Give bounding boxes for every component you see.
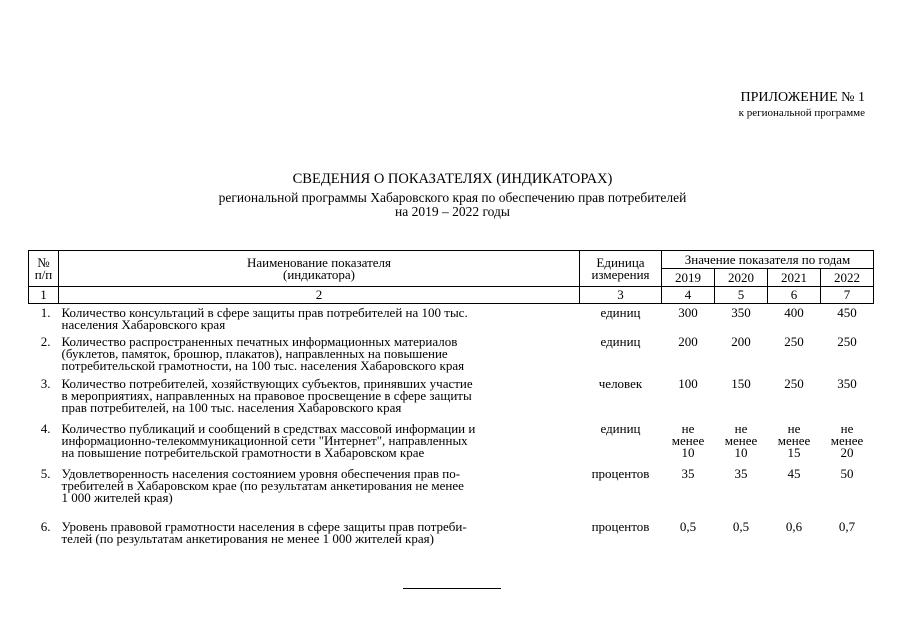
value-2021: 250: [784, 334, 804, 349]
value-2019: 0,5: [679, 519, 697, 534]
appendix-subtitle: к региональной программе: [738, 107, 865, 119]
indicator-unit: процентов: [591, 466, 650, 481]
indicator-unit: единиц: [600, 334, 641, 349]
indicator-name-line: информационно-телекоммуникационной сети "Интернет", направленных: [61, 433, 468, 448]
indicator-name-line: в мероприятиях, направленных на правовое просвещение в сфере защиты: [61, 388, 472, 403]
column-number: 2: [59, 287, 580, 304]
table-row: [29, 465, 874, 518]
value-2022: [821, 420, 874, 465]
indicator-name-line: (буклетов, памяток, брошюр, плакатов), направленных на повышение: [61, 346, 448, 361]
value-2019: 300: [678, 305, 698, 320]
value-line: не: [734, 421, 748, 436]
value-line: 10: [681, 445, 695, 460]
indicator-name: [59, 333, 580, 375]
header-values-group: Значение показателя по годам: [662, 251, 874, 269]
appendix-block: [739, 90, 865, 120]
indicator-name: [59, 518, 580, 549]
value-2021: 45: [787, 466, 801, 481]
indicator-name: [59, 375, 580, 420]
column-number: 6: [768, 287, 821, 304]
value-2019: 200: [678, 334, 698, 349]
value-2022: 450: [837, 305, 857, 320]
indicator-name: [59, 465, 580, 518]
indicator-name-line: на повышение потребительской грамотности в Хабаровском крае: [61, 445, 425, 460]
row-number: 6.: [40, 519, 51, 534]
indicator-unit: человек: [598, 376, 643, 391]
value-line: менее: [671, 433, 705, 448]
column-numbers-row: [29, 287, 874, 304]
indicator-name-line: 1 000 жителей края): [61, 490, 173, 505]
column-number: 4: [662, 287, 715, 304]
indicator-name-line: Уровень правовой грамотности населения в сфере защиты прав потреби-: [61, 519, 467, 534]
row-number: 2.: [40, 334, 51, 349]
value-line: не: [787, 421, 801, 436]
value-line: менее: [724, 433, 758, 448]
indicator-unit: единиц: [600, 421, 641, 436]
table-row: [29, 420, 874, 465]
column-number: 3: [580, 287, 662, 304]
header-unit-line1: Единица: [596, 254, 645, 270]
document-heading: [0, 170, 905, 219]
indicator-name: [59, 420, 580, 465]
table-row: [29, 375, 874, 420]
indicators-table: [28, 250, 874, 549]
indicator-name-line: прав потребителей, на 100 тыс. населения Хабаровского края: [61, 400, 402, 415]
indicator-unit: процентов: [591, 519, 650, 534]
column-number: 5: [715, 287, 768, 304]
value-2019: 100: [678, 376, 698, 391]
indicator-name-line: телей (по результатам анкетирования не менее 1 000 жителей края): [61, 531, 434, 546]
header-year: 2019: [662, 269, 715, 287]
header-year: 2020: [715, 269, 768, 287]
header-num-line2: п/п: [34, 266, 53, 282]
indicator-name-line: Количество распространенных печатных информационных материалов: [61, 334, 458, 349]
header-year: 2022: [821, 269, 874, 287]
value-2022: 350: [837, 376, 857, 391]
value-2020: 0,5: [732, 519, 750, 534]
value-2020: 200: [731, 334, 751, 349]
indicator-name-line: Количество потребителей, хозяйствующих субъектов, принявших участие: [61, 376, 473, 391]
value-2022: 250: [837, 334, 857, 349]
header-name-line2: (индикатора): [283, 266, 355, 282]
value-line: не: [840, 421, 854, 436]
document-period-line: на 2019 – 2022 годы: [395, 204, 510, 219]
column-number: 7: [821, 287, 874, 304]
header-unit-line2: измерения: [591, 266, 650, 282]
value-2021: 0,6: [785, 519, 803, 534]
row-number: 3.: [40, 376, 51, 391]
header-num-line1: №: [37, 254, 50, 270]
value-2020: 35: [734, 466, 748, 481]
value-2022: 0,7: [838, 519, 856, 534]
column-number: 1: [29, 287, 59, 304]
row-number: 5.: [40, 466, 51, 481]
value-line: 15: [787, 445, 801, 460]
value-2020: 350: [731, 305, 751, 320]
value-line: 10: [734, 445, 748, 460]
header-name: [59, 251, 580, 287]
value-2019: [662, 420, 715, 465]
table-row: [29, 333, 874, 375]
indicator-name-line: Количество консультаций в сфере защиты прав потребителей на 100 тыс.: [61, 305, 468, 320]
indicator-name-line: населения Хабаровского края: [61, 317, 226, 332]
appendix-title: ПРИЛОЖЕНИЕ № 1: [740, 90, 865, 105]
value-2021: 400: [784, 305, 804, 320]
value-2020: 150: [731, 376, 751, 391]
value-2022: 50: [840, 466, 854, 481]
table-row: [29, 304, 874, 334]
indicator-unit: единиц: [600, 305, 641, 320]
header-unit: [580, 251, 662, 287]
header-num: [29, 251, 59, 287]
indicator-name-line: Количество публикаций и сообщений в средствах массовой информации и: [61, 421, 476, 436]
indicator-name: [59, 304, 580, 334]
document-subtitle-line: региональной программы Хабаровского края по обеспечению прав потребителей: [218, 190, 687, 205]
document-title: СВЕДЕНИЯ О ПОКАЗАТЕЛЯХ (ИНДИКАТОРАХ): [292, 171, 613, 187]
row-number: 4.: [40, 421, 51, 436]
value-2021: [768, 420, 821, 465]
value-line: 20: [840, 445, 854, 460]
value-2020: [715, 420, 768, 465]
indicator-name-line: Удовлетворенность населения состоянием уровня обеспечения прав по-: [61, 466, 461, 481]
closing-divider: [403, 588, 501, 589]
row-number: 1.: [40, 305, 51, 320]
table-row: [29, 518, 874, 549]
value-line: менее: [830, 433, 864, 448]
value-2021: 250: [784, 376, 804, 391]
value-2019: 35: [681, 466, 695, 481]
value-line: не: [681, 421, 695, 436]
indicator-name-line: потребительской грамотности, на 100 тыс. населения Хабаровского края: [61, 358, 465, 373]
header-name-line1: Наименование показателя: [246, 254, 392, 270]
header-year: 2021: [768, 269, 821, 287]
value-line: менее: [777, 433, 811, 448]
indicator-name-line: требителей в Хабаровском крае (по результатам анкетирования не менее: [61, 478, 464, 493]
